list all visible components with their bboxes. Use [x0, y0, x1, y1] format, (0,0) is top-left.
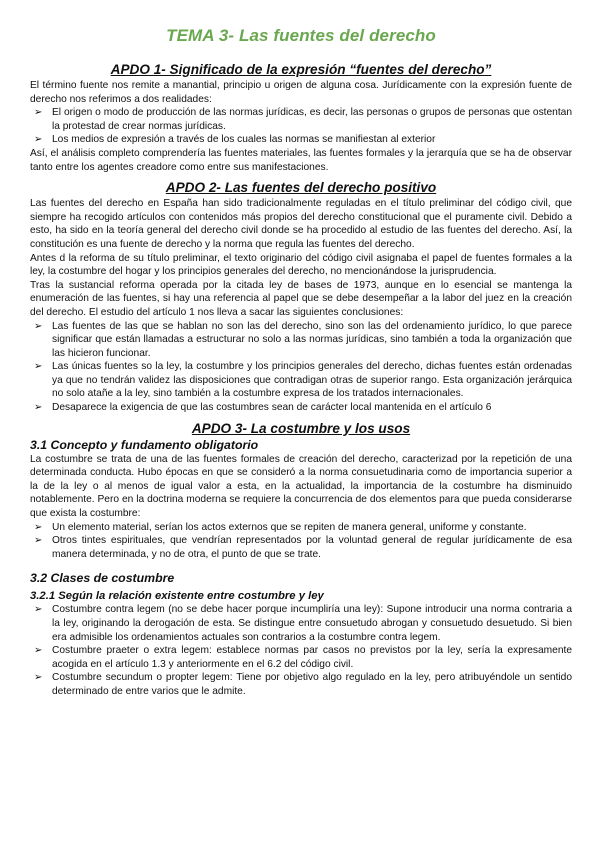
list-item: ➢ Costumbre secundum o propter legem: Tiene por objetivo algo regulado en la ley, pero atribuyéndole un sentido determinado de entre varios que le admite. — [34, 672, 572, 697]
list-item: ➢ Las únicas fuentes so la ley, la costumbre y los principios generales del derecho, dichas fuentes están ordenadas ya que no tendrán validez las disposiciones que contradigan otras de superior rango. Esta organización jerárquica no solo atañe a la ley, sino también a la costumbre expresa de los tratados internacionales. — [34, 361, 572, 400]
apdo3-heading: APDO 3- La costumbre y los usos — [191, 420, 411, 436]
arrow-bullet-icon: ➢ — [34, 361, 43, 373]
list-item: ➢ Costumbre praeter o extra legem: establece normas par casos no previstos por la ley, sería la expresamente acogida en el artículo 1.3 y anteriormente en el 6.2 del código civil. — [34, 645, 572, 670]
apdo2-paragraph-1: Las fuentes del derecho en España han sido tradicionalmente reguladas en el título preliminar del código civil, que siempre ha recogido artículos con contenidos más propios del derecho constitucional que el puramente civil. Debido a esto, ha sido en la teoría general del derecho civil donde se ha procedido al estudio de las fuentes del derecho. Así, la constitución es una fuente de derecho y la norma que regula las fuentes del derecho. — [30, 198, 572, 250]
section-3-2-1-heading: 3.2.1 Según la relación existente entre costumbre y ley — [30, 590, 324, 603]
apdo1-outro: Así, el análisis completo comprendería las fuentes materiales, las fuentes formales y la jerarquía que se ha de observar tanto entre los agentes creadore como entre sus manifestaciones. — [30, 147, 572, 173]
arrow-bullet-icon: ➢ — [34, 645, 43, 657]
arrow-bullet-icon: ➢ — [34, 521, 43, 533]
apdo2-paragraph-2: Antes d la reforma de su título preliminar, el texto originario del código civil asignaba el papel de fuentes formales a la ley, la costumbre del hogar y los principios generales del derecho, no mencionándose la jurisprudencia. — [30, 252, 572, 278]
section-3-2-heading: 3.2 Clases de costumbre — [30, 571, 175, 586]
apdo1-list — [30, 106, 572, 147]
apdo2-heading: APDO 2- Las fuentes del derecho positivo — [165, 180, 437, 196]
list-item: ➢ Desaparece la exigencia de que las costumbres sean de carácter local mantenida en el artículo 6 — [34, 402, 492, 414]
list-item: ➢ Otros tintes espirituales, que vendrían representados por la voluntad general de regular jurídicamente de esa manera determinada, y no de otra, el punto de que se trate. — [34, 535, 572, 560]
apdo1-heading: APDO 1- Significado de la expresión “fuentes del derecho” — [110, 62, 492, 77]
section-3-1-list — [30, 521, 572, 562]
list-item: ➢ Las fuentes de las que se hablan no son las del derecho, sino son las del ordenamiento jurídico, lo que parece significar que están llamadas a estructurar no solo a las normas jurídicas, sino también a toda la organización que las hicieron funcionar. — [34, 320, 572, 359]
arrow-bullet-icon: ➢ — [34, 320, 43, 332]
list-item: ➢ Los medios de expresión a través de los cuales las normas se manifiestan al exterior — [34, 134, 436, 146]
arrow-bullet-icon: ➢ — [34, 134, 43, 146]
apdo2-paragraph-3: Tras la sustancial reforma operada por la citada ley de bases de 1973, aunque en lo esencial se mantenga la enumeración de las fuentes, si hay una referencia al papel que se debe desempeñar a la labor del juez en la creación del derecho. El estudio del artículo 1 nos lleva a sacar las siguientes conclusiones: — [30, 279, 572, 318]
document-title: TEMA 3- Las fuentes del derecho — [166, 26, 436, 45]
arrow-bullet-icon: ➢ — [34, 535, 43, 547]
document-page — [30, 26, 572, 699]
apdo2-list — [30, 320, 572, 415]
list-item: ➢ Un elemento material, serían los actos externos que se repiten de manera general, uniforme y constante. — [34, 521, 527, 533]
arrow-bullet-icon: ➢ — [34, 402, 43, 414]
arrow-bullet-icon: ➢ — [34, 107, 43, 119]
list-item: ➢ Costumbre contra legem (no se debe hacer porque incumpliría una ley): Supone introducir una norma contraria a la ley, originando la derogación de esta. Se distingue entre consuetudo abrogan y consuetudo desuetudo. Si bien era admisible los ordenamientos actuales son contrarios a la costumbre contra legem. — [34, 604, 572, 643]
section-3-1-heading: 3.1 Concepto y fundamento obligatorio — [30, 437, 259, 452]
apdo1-intro: El término fuente nos remite a manantial, principio u origen de alguna cosa. Jurídicamente con la expresión fuente de derecho nos referimos a dos realidades: — [30, 80, 572, 105]
section-3-1-paragraph: La costumbre se trata de una de las fuentes formales de creación del derecho, caracterizad por la repetición de una determinada conducta. Hubo épocas en que se consideró a la norma consuetudinaria como de importancia superior a la de la ley o al menos de igual valor a esta, en la actualidad, la importancia de la costumbre ha disminuido notablemente. Pero en la doctrina moderna se requiere la concurrencia de dos elementos para que pueda considerarse que exista la costumbre: — [30, 453, 572, 520]
arrow-bullet-icon: ➢ — [34, 672, 43, 684]
list-item: ➢ El origen o modo de producción de las normas jurídicas, es decir, las personas o grupos de personas que ostentan la protestad de crear normas jurídicas. — [34, 107, 572, 132]
section-3-2-1-list — [30, 603, 572, 698]
arrow-bullet-icon: ➢ — [34, 604, 43, 616]
